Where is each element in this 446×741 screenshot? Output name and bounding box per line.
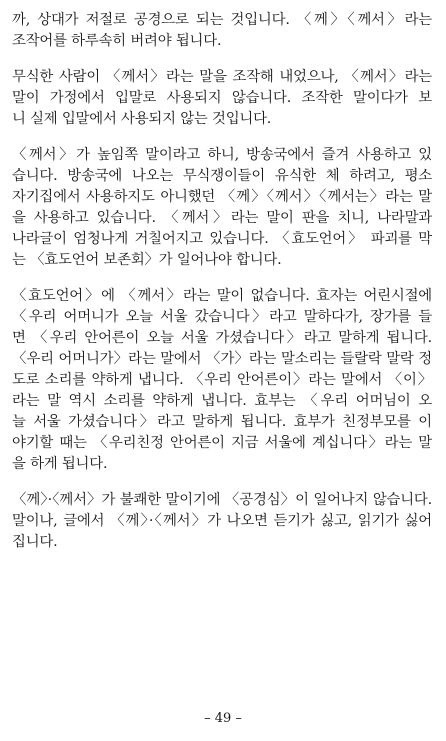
text-line: 야기할 때는 〈우리친정 안어른이 지금 서울에 계십니다〉라는 말: [12, 435, 432, 451]
text-line: 〈우리 어머니가〉라는 말에서 〈가〉라는 말소리는 들랄락 말락 정: [12, 351, 432, 367]
text-line: 도로 소리를 약하게 냅니다. 〈우리 안어른이〉라는 말에서 〈이〉: [12, 372, 432, 388]
text-line: 습니다. 방송국에 나오는 무식쟁이들이 유식한 체 하려고, 평소: [12, 168, 432, 184]
text-line: 무식한 사람이 〈께서〉라는 말을 조작해 내었으나, 〈께서〉라는: [12, 69, 432, 85]
paragraph-2: [12, 67, 432, 130]
text-line: 〈께서〉가 높임쪽 말이라고 하니, 방송국에서 즐겨 사용하고 있: [12, 147, 432, 163]
text-line: 늘 서울 가셨습니다〉라고 말하게 됩니다. 효부가 친정부모를 이: [12, 414, 432, 430]
page-number: – 49 –: [204, 711, 242, 726]
text-line: 나라글이 엄청나게 거칠어지고 있습니다. 〈효도언어〉 파괴를 막: [12, 231, 432, 247]
text-line: 말이나, 글에서 〈께〉·〈께서〉가 나오면 듣기가 싫고, 읽기가 싫어: [12, 513, 432, 529]
paragraph-3: [12, 145, 432, 271]
text-line: 면 〈우리 안어른이 오늘 서울 가셨습니다〉라고 말하게 됩니다.: [12, 330, 432, 346]
text-line: 까, 상대가 저절로 공경으로 되는 것입니다. 〈께〉〈께서〉라는: [12, 12, 432, 28]
paragraph-5: [12, 490, 432, 553]
text-line: 을 사용하고 있습니다. 〈께서〉라는 말이 판을 치니, 나라말과: [12, 210, 432, 226]
text-line: 자기집에서 사용하지도 아니했던 〈께〉〈께서〉〈께서는〉라는 말: [12, 189, 432, 205]
paragraph-4: [12, 286, 432, 475]
text-line: 〈효도언어〉에 〈께서〉라는 말이 없습니다. 효자는 어린시절에: [12, 288, 432, 304]
text-line: 〈께〉·〈께서〉가 불쾌한 말이기에 〈공경심〉이 일어나지 않습니다.: [12, 492, 432, 508]
text-line: 집니다.: [12, 534, 58, 550]
text-line: 니 실제 입말에서 사용되지 않는 것입니다.: [12, 111, 272, 127]
paragraph-1: [12, 10, 432, 52]
text-line: 말이 가정에서 입말로 사용되지 않습니다. 조작한 말이다가 보: [12, 90, 432, 106]
body-text: [12, 10, 432, 568]
text-line: 을 하게 됩니다.: [12, 456, 108, 472]
text-line: 조작어를 하루속히 버려야 됩니다.: [12, 33, 222, 49]
text-line: 는 〈효도언어 보존회〉가 일어나야 합니다.: [12, 252, 282, 268]
text-line: 라는 말 역시 소리를 약하게 냅니다. 효부는 〈우리 어머님이 오: [12, 393, 432, 409]
text-line: 〈우리 어머니가 오늘 서울 갔습니다〉라고 말하다가, 장가를 들: [12, 309, 432, 325]
